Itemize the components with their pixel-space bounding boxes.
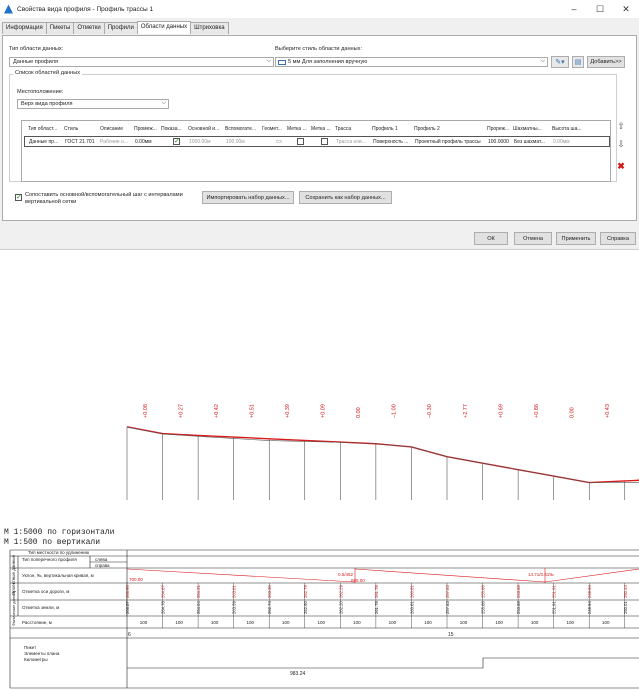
design-elev-value: 257.83 (445, 585, 450, 598)
top-grade-labels (143, 404, 611, 418)
col-gap[interactable]: Промеж... (134, 126, 157, 132)
distance-value: 100 (175, 620, 183, 625)
top-grade-label: +0.09 (320, 404, 327, 418)
apply-button[interactable]: Применить (556, 232, 596, 245)
col-geometry[interactable]: Геомет... (262, 126, 282, 132)
import-set-button[interactable]: Импортировать набор данных... (202, 191, 294, 204)
km-value: 983.24 (290, 671, 306, 677)
chevron-down-icon: ⌵ (161, 100, 166, 106)
distance-value: 100 (424, 620, 432, 625)
tab-stations[interactable]: Пикеты (46, 22, 75, 34)
col-type[interactable]: Тип област... (28, 126, 58, 132)
design-elev-value: 249.94 (587, 585, 593, 598)
design-elev-value: 264.31 (196, 585, 202, 598)
col-profile-2[interactable]: Профиль 2 (414, 126, 440, 132)
cell-major[interactable]: 1000.00м (189, 139, 211, 145)
top-grade-label: +2.77 (462, 404, 469, 418)
row-right: справа (95, 563, 110, 568)
cell-stagger-height[interactable]: 0.00мм (553, 139, 570, 145)
cell-stagger[interactable]: Без шахмат... (514, 139, 545, 145)
cell-description[interactable]: Рабочие о... (100, 139, 129, 145)
design-elev-value: 263.30 (267, 585, 273, 598)
distance-value: 100 (317, 620, 326, 625)
profile-properties-dialog (0, 0, 639, 250)
ground-elev-value: 251.91 (551, 601, 557, 614)
title-bar (0, 0, 639, 18)
group-ground-label: Фактические данные (12, 591, 16, 626)
distance-value: 100 (459, 620, 468, 625)
distance-value: 100 (530, 620, 539, 625)
profile-lines (127, 427, 639, 483)
top-grade-label: +0.51 (249, 404, 256, 418)
preview-icon: ▤ (574, 59, 582, 66)
maximize-button[interactable]: ☐ (595, 3, 605, 14)
style-preview-button[interactable] (572, 56, 584, 68)
tab-bands[interactable]: Области данных (137, 21, 191, 34)
save-set-button[interactable]: Сохранить как набор данных... (299, 191, 392, 204)
top-grade-label: +0.27 (178, 404, 185, 418)
col-label-2[interactable]: Метка ... (311, 126, 331, 132)
row-slope: Уклон, ‰, вертикальная кривая, м (22, 573, 94, 578)
move-down-icon[interactable]: ⇩ (617, 138, 625, 149)
band-type-select[interactable]: Данные профиля ⌵ (9, 57, 274, 67)
slope-text-4: 14.71/0.61‰ (528, 572, 554, 577)
tab-information[interactable]: Информация (2, 22, 47, 34)
slope-text-1: 700.00 (129, 577, 143, 582)
location-label: Местоположение: (17, 89, 64, 95)
row-ground-elev: Отметка земли, м (22, 605, 60, 610)
show-checkbox[interactable] (173, 138, 180, 145)
ground-elev-value: 262.20 (338, 601, 344, 614)
distance-value: 100 (602, 620, 610, 625)
cancel-button[interactable]: Отмена (514, 232, 552, 245)
ground-elev-value: 262.50 (302, 601, 308, 614)
design-elev-value: 253.88 (516, 585, 522, 598)
tab-elevations[interactable]: Отметки (73, 22, 104, 34)
chevron-down-icon: ⌵ (540, 58, 545, 64)
design-elev-value: 266.95 (125, 585, 130, 598)
distance-value: 100 (246, 620, 254, 625)
edit-style-icon: ✎▾ (555, 59, 565, 66)
chevron-down-icon: ⌵ (266, 58, 271, 64)
design-elev-value: 255.86 (480, 585, 486, 598)
autocad-civil-icon (4, 5, 13, 14)
top-grade-label: 0.00 (356, 407, 363, 418)
design-elev-value: 262.29 (338, 585, 344, 598)
group-design-label: Проектные данные (11, 554, 16, 595)
slope-text-3: 695.00 (351, 578, 365, 583)
col-label-1[interactable]: Метка ... (287, 126, 307, 132)
tab-profiles[interactable]: Профили (104, 22, 138, 34)
row-cross-profile: Тип поперечного профиля (22, 557, 77, 562)
distance-value: 100 (388, 620, 397, 625)
distance-value: 100 (139, 620, 148, 625)
band-style-icon (278, 60, 286, 65)
design-elev-value: 263.81 (231, 585, 237, 598)
scale-horizontal: М 1:5000 по горизонтали (4, 528, 115, 537)
km-step-line (127, 658, 639, 668)
ground-elev-value: 266.87 (125, 601, 130, 614)
ground-elev-value: 263.39 (231, 601, 237, 614)
col-style[interactable]: Стиль (64, 126, 79, 132)
picket-start: 6 (128, 632, 131, 638)
band-list-label: Список областей данных (15, 70, 81, 76)
row-terrain-type: Тип местности по удлинению (28, 550, 90, 555)
ground-elev-value: 261.78 (373, 601, 379, 614)
location-select[interactable]: Верх вида профиля ⌵ (17, 99, 169, 109)
profile-grid (127, 427, 625, 500)
distance-value: 100 (566, 620, 574, 625)
ok-button[interactable]: ОК (474, 232, 508, 245)
slope-line-3 (545, 569, 639, 582)
cell-profile-1[interactable]: Поверхность ... (373, 139, 409, 145)
match-grid-label: Сопоставить основной/вспомогательный шаг с интервалами вертикальной сетки (25, 192, 183, 205)
col-major[interactable]: Основной и... (188, 126, 220, 132)
top-grade-label: +0.86 (533, 404, 540, 418)
band-style-select[interactable]: 5 мм Для заполнения вручную ⌵ (275, 57, 548, 67)
col-show[interactable]: Показа... (161, 126, 182, 132)
picket-mid: 15 (448, 632, 454, 638)
design-elev-value: 251.91 (551, 585, 557, 598)
band-grid (21, 120, 611, 182)
distance-value: 100 (353, 620, 361, 625)
bands-panel (2, 35, 637, 221)
window-title: Свойства вида профиля - Профиль трассы 1 (17, 5, 154, 13)
cell-minor[interactable]: 100.00м (226, 139, 245, 145)
top-grade-label: +0.69 (498, 404, 505, 418)
minimize-button[interactable]: – (571, 4, 577, 14)
style-edit-button[interactable] (551, 56, 569, 68)
match-grid-checkbox[interactable] (15, 194, 22, 201)
col-stagger[interactable]: Шахматны... (513, 126, 542, 132)
add-band-button[interactable]: Добавить>> (587, 56, 625, 68)
style-label: Выберите стиль области данных: (275, 46, 363, 52)
profile-view-drawing (0, 250, 639, 690)
top-grade-label: +0.39 (285, 404, 291, 418)
delete-icon[interactable]: ✖ (617, 160, 625, 171)
scale-vertical: М 1:500 по вертикали (4, 538, 101, 547)
top-grade-label: +0.08 (142, 404, 149, 418)
row-km: Километры (24, 657, 48, 662)
row-left: слева (95, 557, 108, 562)
distance-value: 100 (495, 620, 503, 625)
ground-elev-value: 262.74 (267, 601, 273, 614)
col-thinning[interactable]: Прореж... (487, 126, 510, 132)
design-elev-value: 264.87 (160, 585, 166, 598)
design-profile-line (127, 427, 639, 483)
tab-hatch[interactable]: Штриховка (190, 22, 229, 34)
table-row[interactable] (24, 136, 610, 147)
cell-alignment[interactable]: Трасса нов... (336, 139, 366, 145)
close-button[interactable]: ✕ (622, 3, 630, 14)
ground-elev-value: 250.01 (622, 601, 628, 614)
top-grade-label: –1.00 (391, 404, 398, 418)
design-elev-value: 260.81 (409, 585, 415, 598)
slope-line-1 (127, 569, 355, 582)
ground-elev-value: 253.88 (516, 601, 522, 614)
band-type-label: Тип области данных: (9, 46, 64, 52)
cell-type: Данные пр... (29, 139, 59, 145)
ground-elev-value: 260.81 (409, 601, 415, 614)
label-1-checkbox[interactable] (297, 138, 304, 145)
top-grade-label: –0.30 (427, 404, 434, 418)
top-grade-label: +0.42 (213, 404, 220, 418)
top-grade-label: 0.00 (569, 407, 576, 418)
row-design-elev: Отметка оси дороги, м (22, 589, 70, 594)
col-minor[interactable]: Вспомогате... (225, 126, 257, 132)
geometry-icon[interactable]: ▭ (276, 138, 282, 145)
ground-elev-value: 264.04 (196, 601, 202, 614)
row-distance: Расстояние, м (22, 620, 52, 625)
band-values (125, 568, 639, 628)
design-elev-value: 261.78 (373, 585, 379, 598)
col-alignment[interactable]: Трасса (335, 126, 352, 132)
band-table (10, 550, 639, 688)
cell-thinning[interactable]: 100.0000 (488, 139, 509, 145)
col-profile-1[interactable]: Профиль 1 (372, 126, 398, 132)
row-pickets: Пикет (24, 645, 37, 650)
distance-value: 100 (282, 620, 290, 625)
cell-gap[interactable]: 0.00мм (135, 139, 152, 145)
ground-elev-value: 264.78 (160, 601, 166, 614)
design-elev-value: 262.79 (302, 585, 308, 598)
design-elev-value: 250.44 (622, 585, 628, 598)
tab-strip (2, 22, 228, 35)
move-up-icon[interactable]: ⇧ (617, 120, 625, 131)
cell-profile-2[interactable]: Проектный профиль трассы (415, 139, 481, 145)
row-plan-elements: Элементы плана (24, 651, 60, 656)
slope-line-2 (355, 569, 545, 582)
cell-style[interactable]: ГОСТ 21.701 (65, 139, 95, 145)
col-stagger-height[interactable]: Высота ша... (552, 126, 582, 132)
slope-text-2: 0.5/462 (338, 572, 354, 577)
label-2-checkbox[interactable] (321, 138, 328, 145)
ground-elev-value: 249.94 (587, 601, 593, 614)
ground-elev-value: 257.83 (445, 601, 450, 614)
grid-header (22, 124, 610, 135)
help-button[interactable]: Справка (600, 232, 636, 245)
distance-value: 100 (210, 620, 219, 625)
top-grade-label: +0.43 (605, 404, 611, 418)
col-description[interactable]: Описание (100, 126, 124, 132)
ground-elev-value: 255.86 (480, 601, 486, 614)
